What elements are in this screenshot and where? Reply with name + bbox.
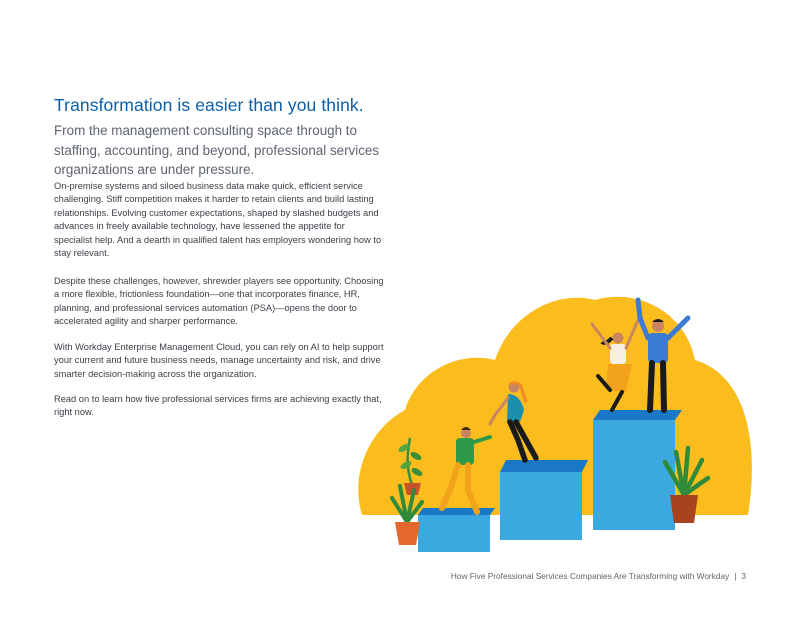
page-number: 3 — [741, 571, 746, 581]
teamwork-illustration — [350, 290, 760, 555]
page-subtitle: From the management consulting space through to staffing, accounting, and beyond, professional services organizations are under pressure. — [54, 123, 380, 177]
body-paragraph-4: Read on to learn how five professional services firms are achieving exactly that, right now. — [54, 394, 382, 418]
page-title: Transformation is easier than you think. — [54, 95, 364, 115]
podium-block-small — [418, 508, 495, 552]
podium-block-medium — [500, 460, 588, 540]
footer-document-title: How Five Professional Services Companies Are Transforming with Workday — [450, 571, 730, 581]
body-paragraph-3: With Workday Enterprise Management Cloud, you can rely on AI to help support your current and future business needs, manage uncertainty and risk, and drive smarter decision-making across the organization. — [54, 342, 384, 379]
page-footer — [451, 571, 746, 581]
footer-separator: | — [734, 571, 737, 581]
body-paragraph-1: On-premise systems and siloed business data make quick, efficient service challenging. Stiff competition makes it harder to retain clients and build lasting relationships. Evolving customer expectations, shaped by slashed budgets and advances in freely available technology, have lessened the appetite for specialist help. And a dearth in qualified talent has employers wondering how to stay relevant. — [54, 181, 382, 259]
body-paragraph-2: Despite these challenges, however, shrewder players see opportunity. Choosing a more flexible, frictionless foundation—one that incorporates finance, HR, planning, and professional services automation (PSA)—opens the door to accelerated agility and sharper performance. — [54, 276, 384, 327]
